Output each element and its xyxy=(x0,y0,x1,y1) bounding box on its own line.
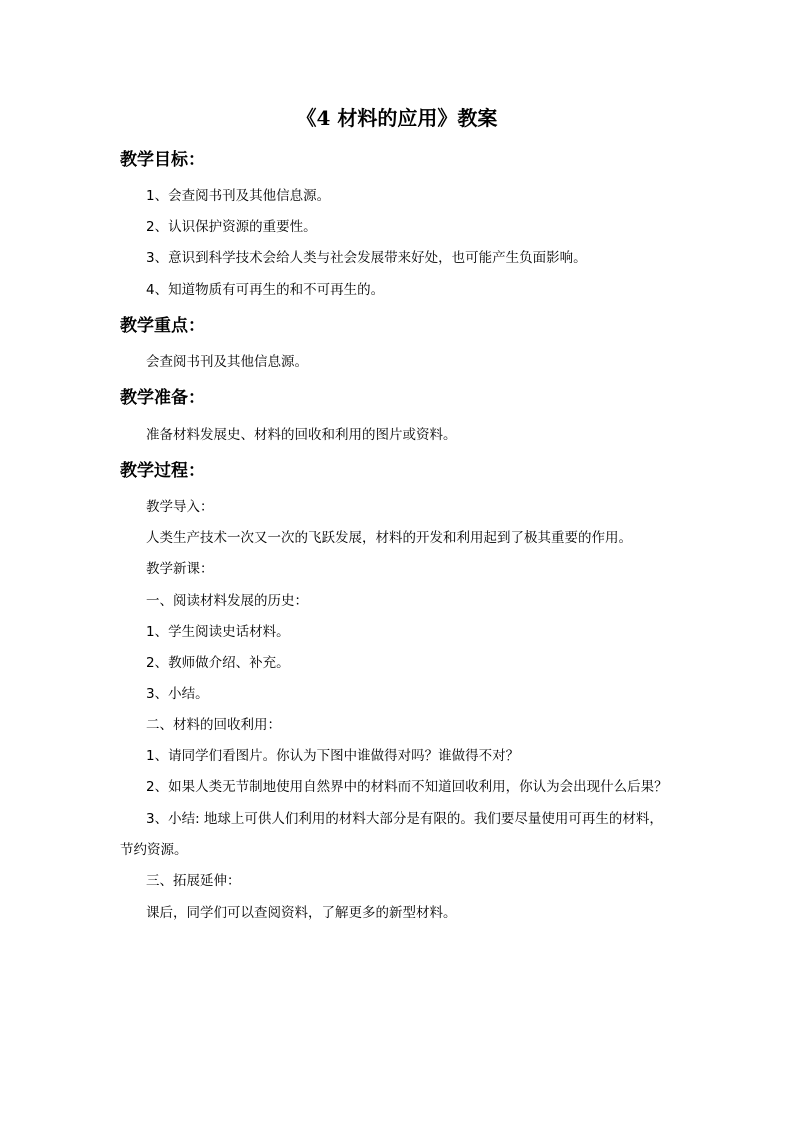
objective-item: 3、意识到科学技术会给人类与社会发展带来好处，也可能产生负面影响。 xyxy=(146,250,587,266)
process-line: 教学新课： xyxy=(146,561,214,577)
preparation-text: 准备材料发展史、材料的回收和利用的图片或资料。 xyxy=(146,427,457,443)
objective-item: 1、会查阅书刊及其他信息源。 xyxy=(146,188,331,204)
process-line: 二、材料的回收利用： xyxy=(146,717,281,733)
objective-item: 4、知道物质有可再生的和不可再生的。 xyxy=(146,282,385,298)
key-points-text: 会查阅书刊及其他信息源。 xyxy=(146,354,308,370)
heading-objectives: 教学目标： xyxy=(120,150,205,170)
heading-preparation: 教学准备： xyxy=(120,388,205,408)
document-title: 《4 材料的应用》教案 xyxy=(296,106,498,130)
heading-key-points: 教学重点： xyxy=(120,316,205,336)
process-line: 1、请同学们看图片。你认为下图中谁做得对吗？谁做得不对？ xyxy=(146,748,520,764)
process-line: 3、小结: 地球上可供人们利用的材料大部分是有限的。我们要尽量使用可再生的材料， xyxy=(146,811,663,827)
process-line-continuation: 节约资源。 xyxy=(120,842,188,858)
process-line: 教学导入： xyxy=(146,499,214,515)
process-line: 2、教师做介绍、补充。 xyxy=(146,655,290,671)
process-line: 2、如果人类无节制地使用自然界中的材料而不知道回收利用，你认为会出现什么后果？ xyxy=(146,779,668,795)
process-line: 三、拓展延伸： xyxy=(146,873,241,889)
process-line: 1、学生阅读史话材料。 xyxy=(146,624,290,640)
process-line: 人类生产技术一次又一次的飞跃发展，材料的开发和利用起到了极其重要的作用。 xyxy=(146,530,632,546)
process-line: 3、小结。 xyxy=(146,686,209,702)
heading-process: 教学过程： xyxy=(120,461,205,481)
process-line: 一、阅读材料发展的历史： xyxy=(146,593,308,609)
process-line: 课后，同学们可以查阅资料，了解更多的新型材料。 xyxy=(146,905,457,921)
objective-item: 2、认识保护资源的重要性。 xyxy=(146,219,317,235)
